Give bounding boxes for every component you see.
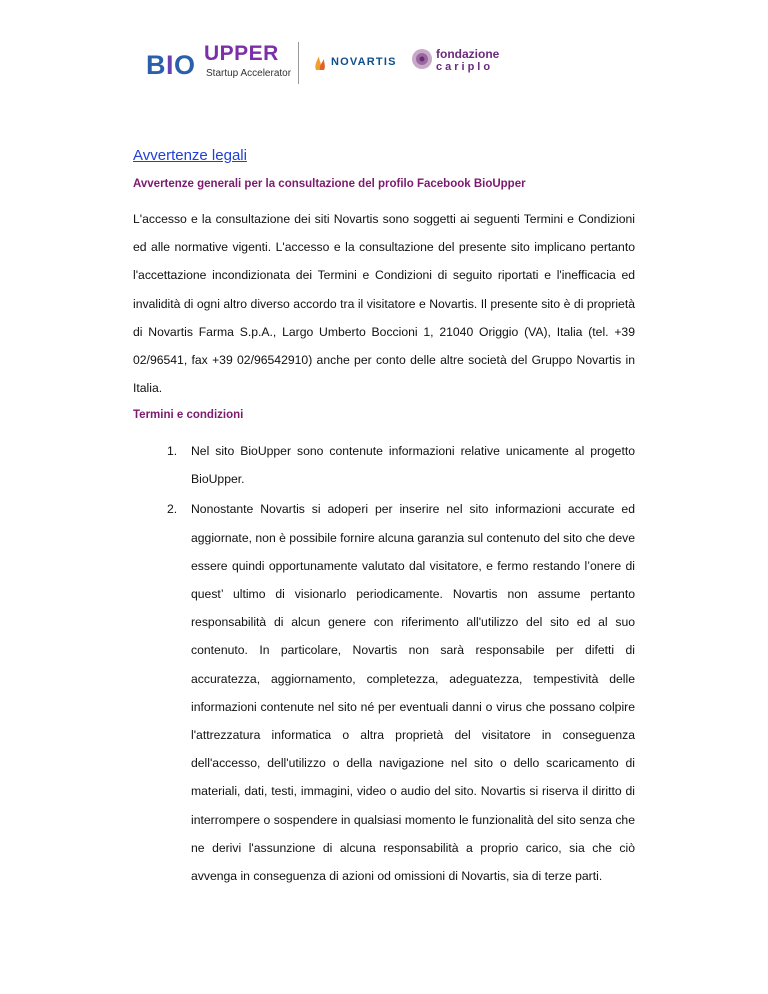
- logo-divider: [298, 42, 299, 84]
- bioupper-logo-upper: UPPER: [204, 42, 279, 65]
- novartis-wordmark: NOVARTIS: [331, 56, 397, 68]
- bioupper-tagline: Startup Accelerator: [206, 68, 292, 79]
- cariplo-emblem-icon: [411, 48, 433, 70]
- fondazione-cariplo-logo: [411, 47, 501, 79]
- page-subtitle: Avvertenze generali per la consultazione del profilo Facebook BioUpper: [133, 177, 526, 190]
- cariplo-wordmark: cariplo: [436, 61, 494, 73]
- bioupper-logo: [146, 42, 296, 82]
- section-title-terms: Termini e condizioni: [133, 408, 244, 421]
- novartis-flame-icon: [313, 55, 327, 71]
- intro-paragraph: L'accesso e la consultazione dei siti Novartis sono soggetti ai seguenti Termini e Condizioni ed alle normative vigenti. L'accesso e la consultazione del presente sito implicano pertanto l'accettazione incondizionata dei Termini e Condizioni di seguito riportati e l'inefficacia ed invalidità di ogni altro diverso accordo tra il visitatore e Novartis. Il presente sito è di proprietà di Novartis Farma S.p.A., Largo Umberto Boccioni 1, 21040 Origgio (VA), Italia (tel. +39 02/96541, fax +39 02/96542910) anche per conto delle altre società del Gruppo Novartis in Italia.: [133, 212, 635, 396]
- list-item-text: Nel sito BioUpper sono contenute informazioni relative unicamente al progetto BioUpper.: [191, 444, 635, 487]
- list-item-number: 1.: [167, 444, 178, 458]
- header-logos: [146, 40, 546, 86]
- list-item-number: 2.: [167, 502, 178, 517]
- list-item-text: Nonostante Novartis si adoperi per inserire nel sito informazioni accurate ed aggiornate, non è possibile fornire alcuna garanzia sul contenuto del sito che deve essere quindi opportunamente valutato dal visitatore, e fermo restando l’onere di quest’ ultimo di visionarlo periodicamente. Novartis non assume pertanto responsabilità di alcun genere con riferimento all'utilizzo del sito ed al suo contenuto. In particolare, Novartis non sarà responsabile per difetti di accuratezza, aggiornamento, completezza, adeguatezza, tempestività delle informazioni contenute nel sito né per eventuali danni o virus che possano colpire l'attrezzatura informatica o altra proprietà del visitatore in conseguenza dell'accesso, dell'utilizzo o della navigazione nel sito o dello scaricamento di materiali, dati, testi, immagini, video o audio del sito. Novartis si riserva il diritto di interrompere o sospendere in qualsiasi momento le funzionalità del sito senza che ne derivi l'assunzione di alcuna responsabilità a proprio carico, sia che ciò avvenga in conseguenza di azioni od omissioni di Novartis, sia di terze parti.: [191, 502, 635, 884]
- list-item: [133, 495, 635, 890]
- list-item: [133, 437, 635, 493]
- terms-list: [133, 437, 635, 890]
- page-title[interactable]: Avvertenze legali: [133, 147, 247, 165]
- bioupper-logo-bio: BIO: [146, 50, 196, 80]
- fondazione-wordmark: fondazione: [436, 47, 500, 61]
